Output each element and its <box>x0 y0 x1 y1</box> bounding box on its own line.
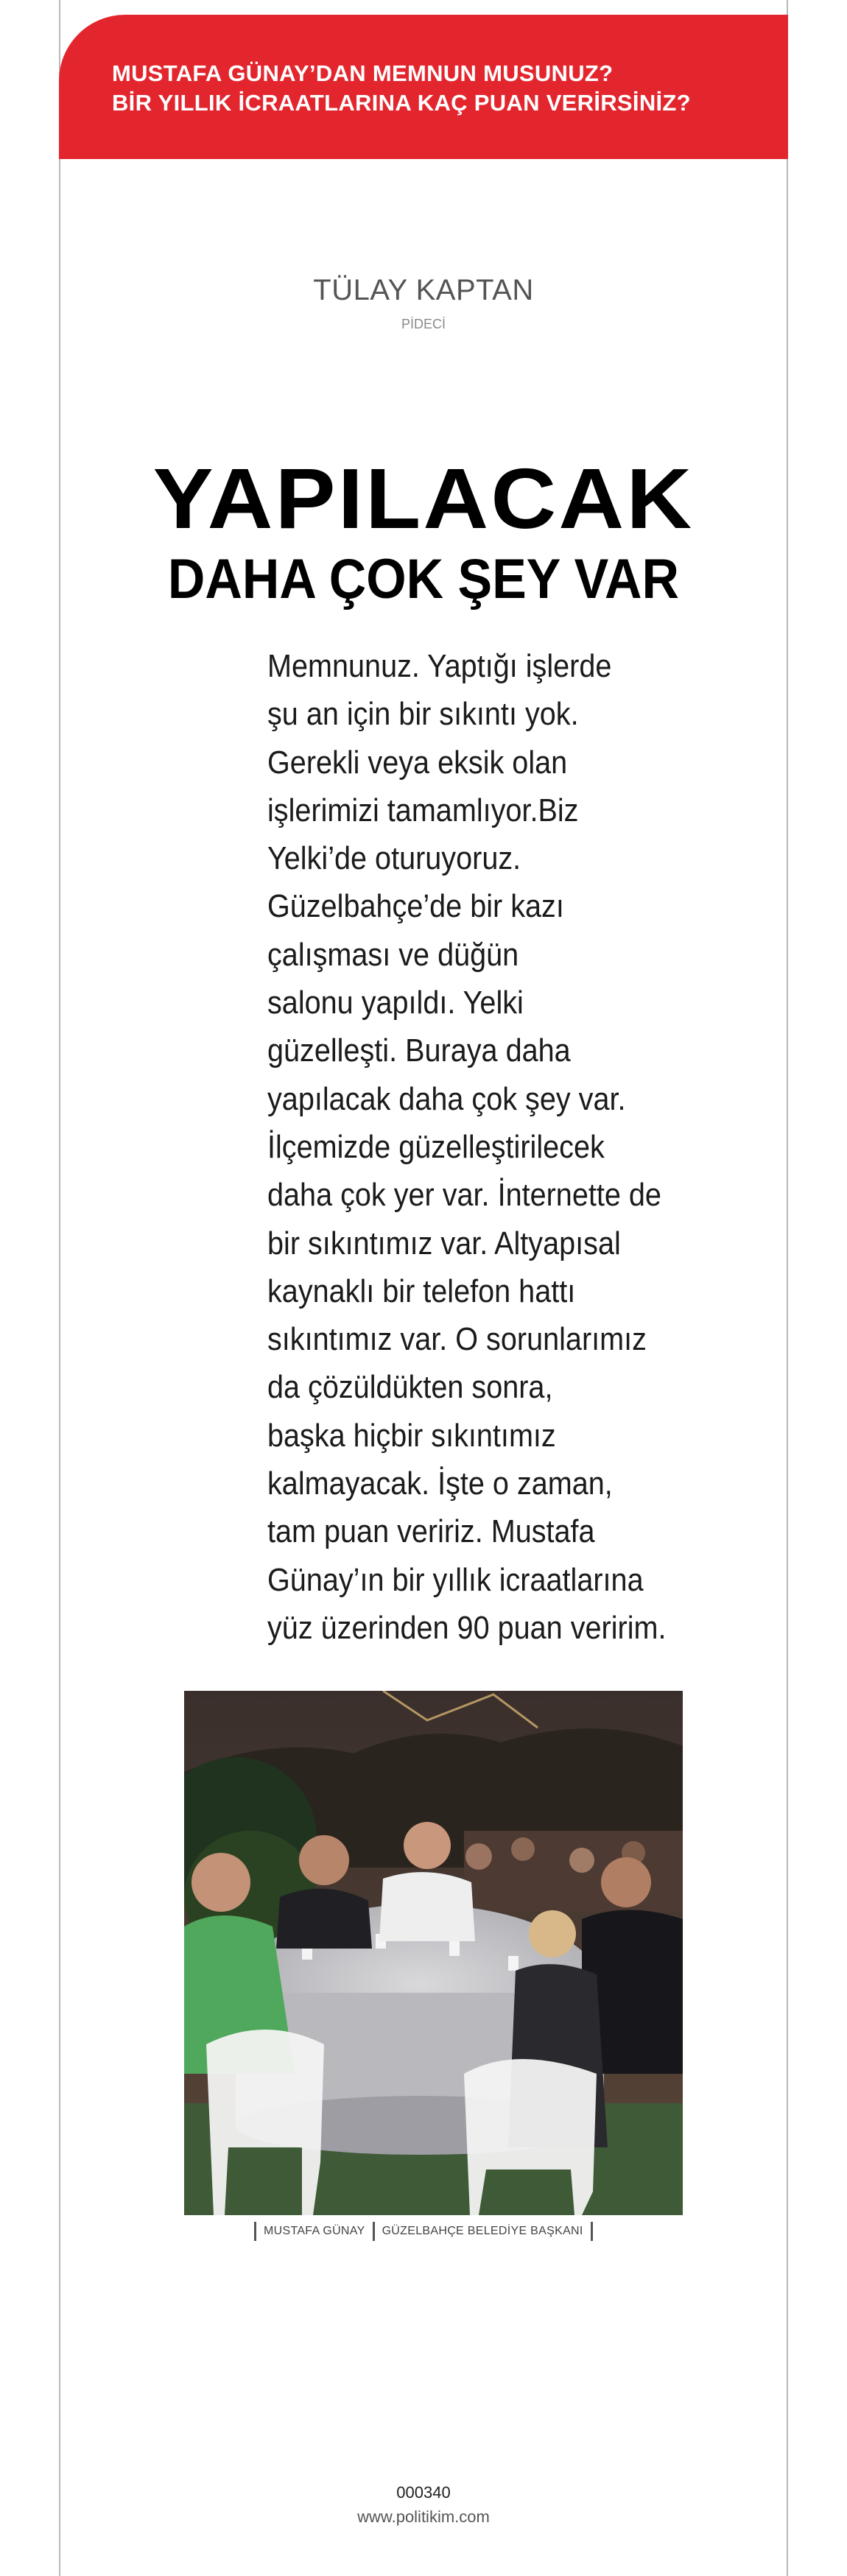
body-line: İlçemizde güzelleştirilecek <box>267 1128 605 1165</box>
body-line: çalışması ve düğün <box>267 936 519 973</box>
photo-guest-head <box>191 1853 250 1912</box>
author-name: TÜLAY KAPTAN <box>313 274 534 306</box>
body-line: Gerekli veya eksik olan <box>267 744 568 781</box>
caption-person-title: GÜZELBAHÇE BELEDİYE BAŞKANI <box>382 2225 583 2237</box>
headline-primary: YAPILACAK <box>152 451 695 546</box>
caption-person-name: MUSTAFA GÜNAY <box>264 2225 365 2237</box>
photo-background-crowd <box>464 1831 683 1912</box>
body-line: yapılacak daha çok şey var. <box>267 1080 626 1117</box>
footer-page-code: 000340 <box>396 2483 451 2502</box>
photo-guest-head <box>299 1835 349 1885</box>
body-line: sıkıntımız var. O sorunlarımız <box>267 1321 647 1358</box>
event-photo <box>184 1691 683 2215</box>
photo-guest-head <box>529 1910 576 1957</box>
photo-guest-dark-shirt <box>276 1889 372 1949</box>
banner-line-2: BİR YILLIK İCRAATLARINA KAÇ PUAN VERİRSİNİZ? <box>112 90 691 116</box>
body-line: kaynaklı bir telefon hattı <box>267 1273 576 1309</box>
body-line: şu an için bir sıkıntı yok. <box>267 696 579 733</box>
body-line: salonu yapıldı. Yelki <box>267 985 524 1021</box>
footer-website[interactable]: www.politikim.com <box>357 2508 490 2526</box>
body-line: tam puan veririz. Mustafa <box>267 1513 595 1550</box>
photo-guest-head <box>601 1857 651 1907</box>
body-line: Memnunuz. Yaptığı işlerde <box>267 648 612 684</box>
photo-background-guest <box>465 1843 492 1870</box>
body-line: da çözüldükten sonra, <box>267 1369 553 1406</box>
headline-secondary: DAHA ÇOK ŞEY VAR <box>167 548 680 610</box>
body-line: işlerimizi tamamlıyor.Biz <box>267 792 579 828</box>
caption-divider <box>373 2222 375 2241</box>
body-line: kalmayacak. İşte o zaman, <box>267 1465 613 1502</box>
body-line: Güzelbahçe’de bir kazı <box>267 888 564 925</box>
photo-cup <box>449 1941 460 1956</box>
caption-divider <box>591 2222 593 2241</box>
question-banner <box>59 15 788 159</box>
photo-background-guest <box>511 1837 535 1861</box>
photo-guest-white-shirt <box>379 1872 475 1941</box>
body-line: başka hiçbir sıkıntımız <box>267 1417 556 1454</box>
article-body <box>267 642 667 1652</box>
photo-guest-head <box>404 1822 451 1869</box>
photo-caption <box>254 2221 600 2242</box>
body-line: daha çok yer var. İnternette de <box>267 1177 661 1214</box>
body-line: yüz üzerinden 90 puan veririm. <box>267 1609 667 1646</box>
photo-background-guest <box>569 1848 594 1873</box>
body-line: Yelki’de oturuyoruz. <box>267 840 521 877</box>
author-role: PİDECİ <box>401 317 446 331</box>
body-line: Günay’ın bir yıllık icraatlarına <box>267 1561 644 1598</box>
photo-cup <box>508 1956 519 1971</box>
caption-divider <box>254 2222 256 2241</box>
body-line: güzelleşti. Buraya daha <box>267 1032 571 1069</box>
banner-line-1: MUSTAFA GÜNAY’DAN MEMNUN MUSUNUZ? <box>112 60 614 86</box>
body-line: bir sıkıntımız var. Altyapısal <box>267 1225 621 1261</box>
